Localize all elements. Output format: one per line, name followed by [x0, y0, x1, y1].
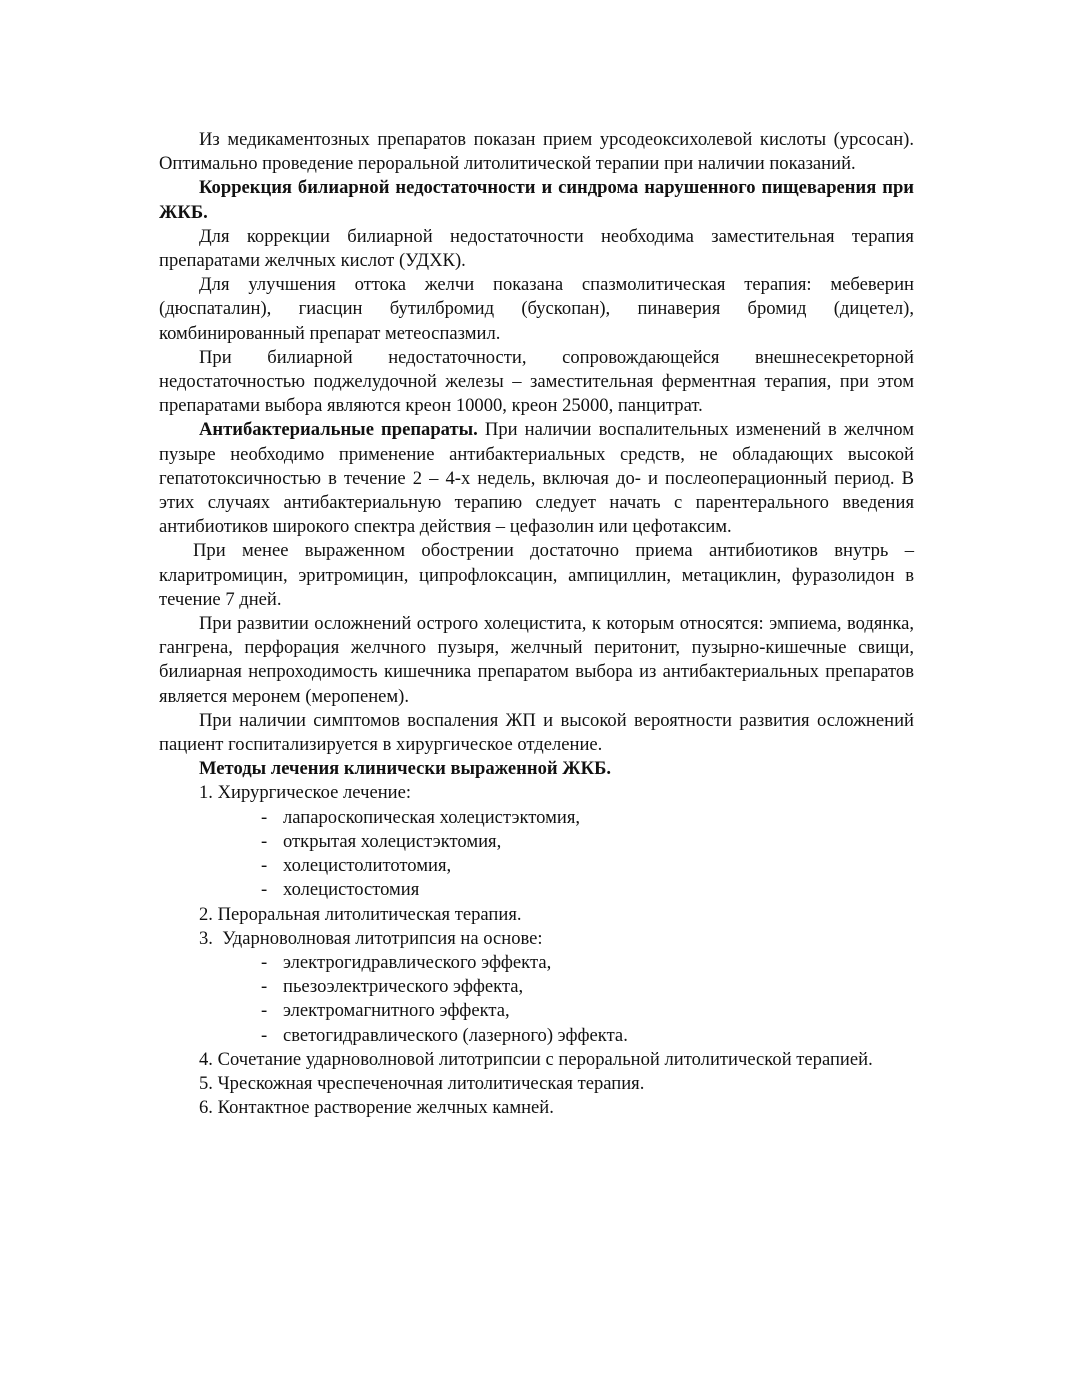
list-item: - лапароскопическая холецистэктомия, — [259, 806, 914, 830]
antibacterial-text: При наличии воспалительных изменений в желчном пузыре необходимо применение антибактериальных средств, не обладающих высокой гепатотоксичностью в течение 2 – 4-х недель, включая до- и послеоперационный период. В этих случаях антибактериальную терапию следует начать с парентерального введения антибиотиков широкого спектра действия – цефазолин или цефотаксим. — [159, 419, 914, 538]
method-4-combined: 4. Сочетание ударноволновой литотрипсии с пероральной литолитической терапией. — [199, 1048, 873, 1070]
paragraph-mild-exacerbation: При менее выраженном обострении достаточно приема антибиотиков внутрь – кларитромицин, эритромицин, ципрофлоксацин, ампициллин, метациклин, фуразолидон в течение 7 дней. — [159, 540, 914, 610]
list-item: - электромагнитного эффекта, — [259, 999, 914, 1023]
paragraph-hospitalization: При наличии симптомов воспаления ЖП и высокой вероятности развития осложнений пациент госпитализируется в хирургическое отделение. — [159, 709, 914, 756]
heading-biliary-correction: Коррекция билиарной недостаточности и синдрома нарушенного пищеварения при ЖКБ. — [159, 177, 914, 223]
antibacterial-heading: Антибактериальные препараты. — [199, 419, 478, 441]
method-2-oral-litholytic: 2. Пероральная литолитическая терапия. — [199, 903, 522, 925]
paragraph-complications: При развитии осложнений острого холецистита, к которым относятся: эмпиема, водянка, гангрена, перфорация желчного пузыря, желчный перитонит, пузырно-кишечные свищи, билиарная непроходимость кишечника препаратом выбора из антибактериальных препаратов является меронем (меропенем). — [159, 613, 914, 707]
surgical-list — [159, 806, 914, 903]
paragraph-antibacterial — [159, 418, 914, 539]
list-item: - пьезоэлектрического эффекта, — [259, 975, 914, 999]
list-item: - холецистолитотомия, — [259, 854, 914, 878]
method-1-surgical: 1. Хирургическое лечение: — [199, 782, 412, 804]
paragraph-biliary-insufficiency: Для коррекции билиарной недостаточности необходима заместительная терапия препаратами желчных кислот (УДХК). — [159, 225, 914, 272]
list-item: - холецистостомия — [259, 878, 914, 902]
paragraph-spasmolytic: Для улучшения оттока желчи показана спазмолитическая терапия: мебеверин (дюспаталин), гиасцин бутилбромид (бускопан), пинаверия бромид (дицетел), комбинированный препарат метеоспазмил. — [159, 274, 914, 344]
heading-treatment-methods: Методы лечения клинически выраженной ЖКБ. — [199, 758, 612, 780]
method-3-shockwave: 3. Ударноволновая литотрипсия на основе: — [199, 927, 543, 949]
method-5-percutaneous: 5. Чрескожная чреспеченочная литолитическая терапия. — [199, 1072, 645, 1094]
paragraph-ursodeoxycholic: Из медикаментозных препаратов показан прием урсодеоксихолевой кислоты (урсосан). Оптимально проведение пероральной литолитической терапии при наличии показаний. — [159, 129, 914, 175]
list-item: - светогидравлического (лазерного) эффекта. — [259, 1024, 914, 1048]
document-body — [159, 128, 914, 1120]
method-6-contact-dissolution: 6. Контактное растворение желчных камней. — [199, 1097, 554, 1119]
list-item: - электрогидравлического эффекта, — [259, 951, 914, 975]
shockwave-list — [159, 951, 914, 1048]
paragraph-enzyme-therapy: При билиарной недостаточности, сопровождающейся внешнесекреторной недостаточностью поджелудочной железы – заместительная ферментная терапия, при этом препаратами выбора являются креон 10000, креон 25000, панцитрат. — [159, 346, 914, 417]
list-item: - открытая холецистэктомия, — [259, 830, 914, 854]
